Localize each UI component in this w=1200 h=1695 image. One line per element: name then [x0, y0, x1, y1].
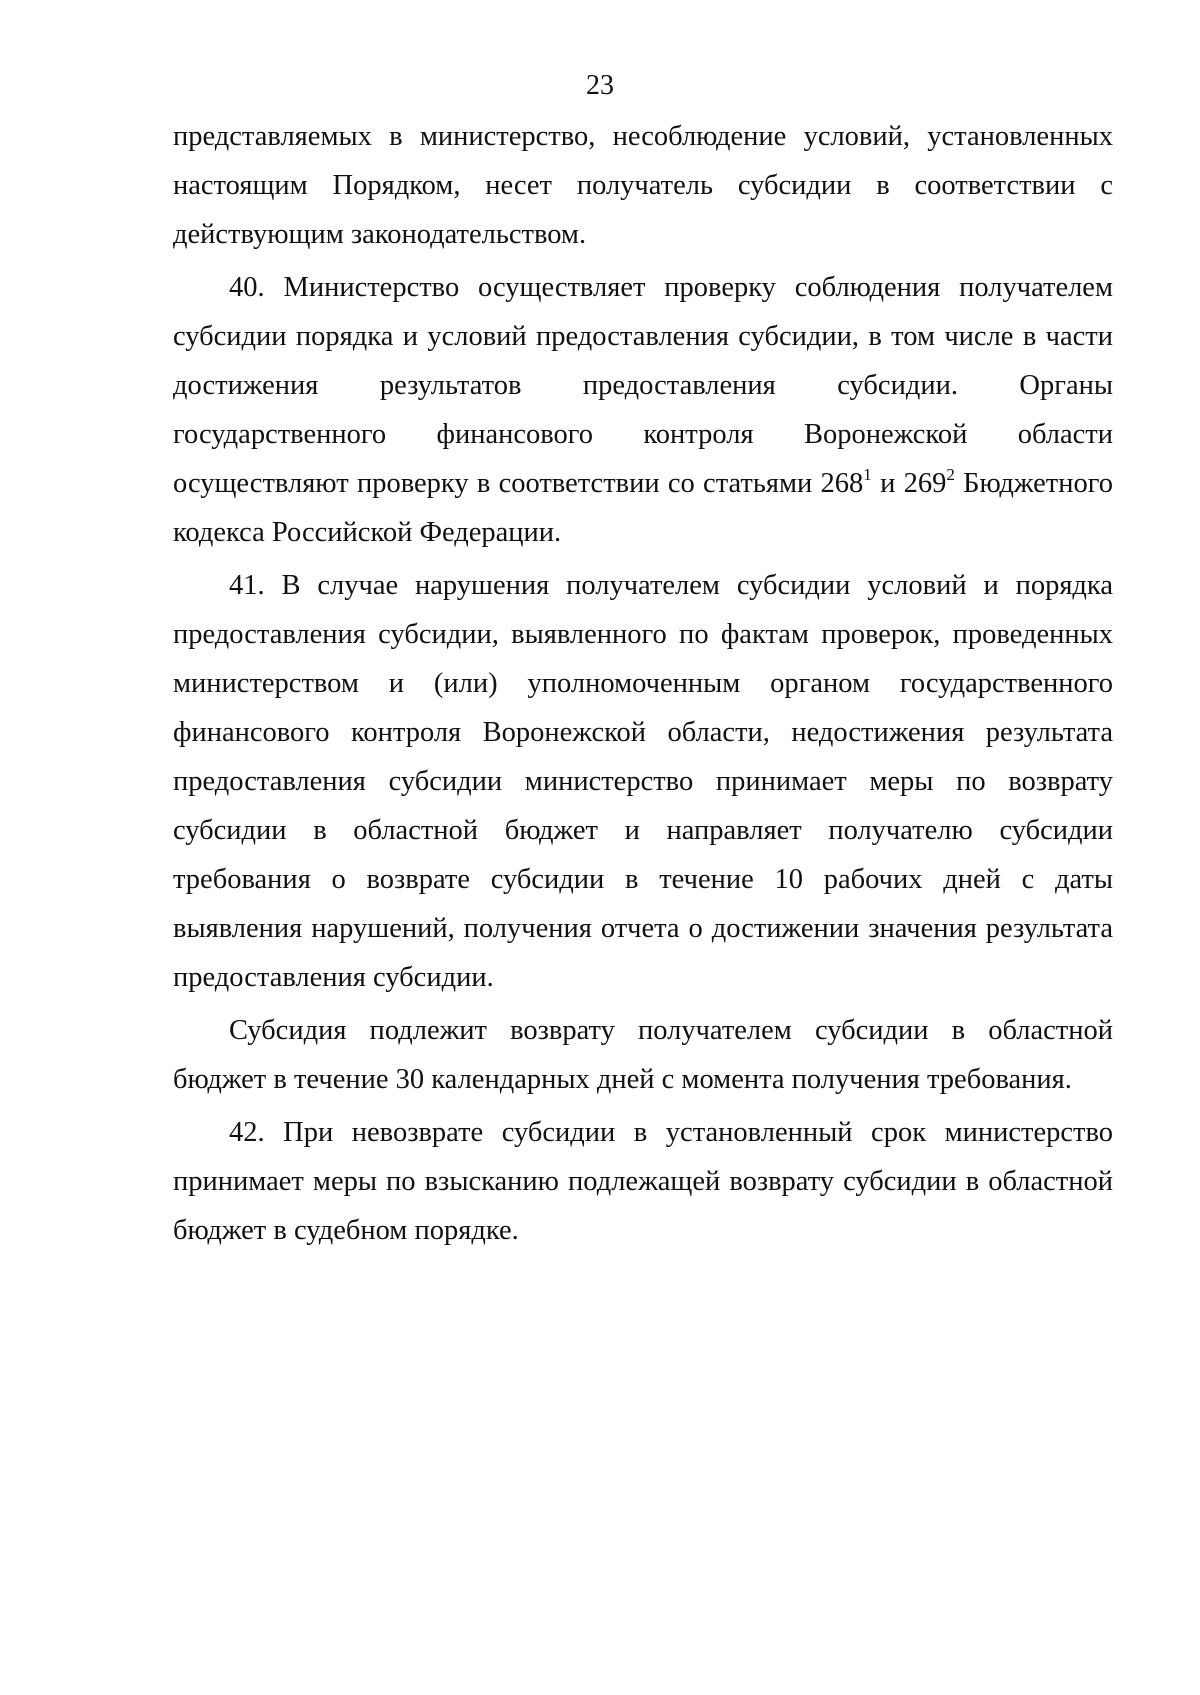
superscript-1: 1 [863, 464, 872, 484]
paragraph-42: 42. При невозврате субсидии в установленный срок министерство принимает меры по взысканию подлежащей возврату субсидии в областной бюджет в судебном порядке. [173, 1117, 1113, 1246]
superscript-2: 2 [946, 464, 955, 484]
paragraph-40-text: 40. Министерство осуществляет проверку соблюдения получателем субсидии порядка и условий предоставления субсидии, в том числе в части достижения результатов предоставления субсидии. Органы государственного финансового контроля Воронежской области осуществляют проверку в соответствии со статьями 268 [173, 272, 1113, 499]
paragraph-40 [173, 263, 1113, 557]
paragraph-40-text-end: Бюджетного кодекса Российской Федерации. [173, 468, 1113, 548]
paragraph-41: 41. В случае нарушения получателем субсидии условий и порядка предоставления субсидии, выявленного по фактам проверок, проведенных министерством и (или) уполномоченным органом государственного финансового контроля Воронежской области, недостижения результата предоставления субсидии министерство принимает меры по возврату субсидии в областной бюджет и направляет получателю субсидии требования о возврате субсидии в течение 10 рабочих дней с даты выявления нарушений, получения отчета о достижении значения результата предоставления субсидии. [173, 570, 1113, 993]
page-number: 23 [586, 70, 614, 101]
paragraph-40-text-middle: и 269 [871, 468, 947, 499]
paragraph-subsidy-return: Субсидия подлежит возврату получателем субсидии в областной бюджет в течение 30 календарных дней с момента получения требования. [173, 1015, 1113, 1095]
document-body [173, 112, 1113, 1255]
paragraph-continuation: представляемых в министерство, несоблюдение условий, установленных настоящим Порядком, несет получатель субсидии в соответствии с действующим законодательством. [173, 121, 1113, 250]
